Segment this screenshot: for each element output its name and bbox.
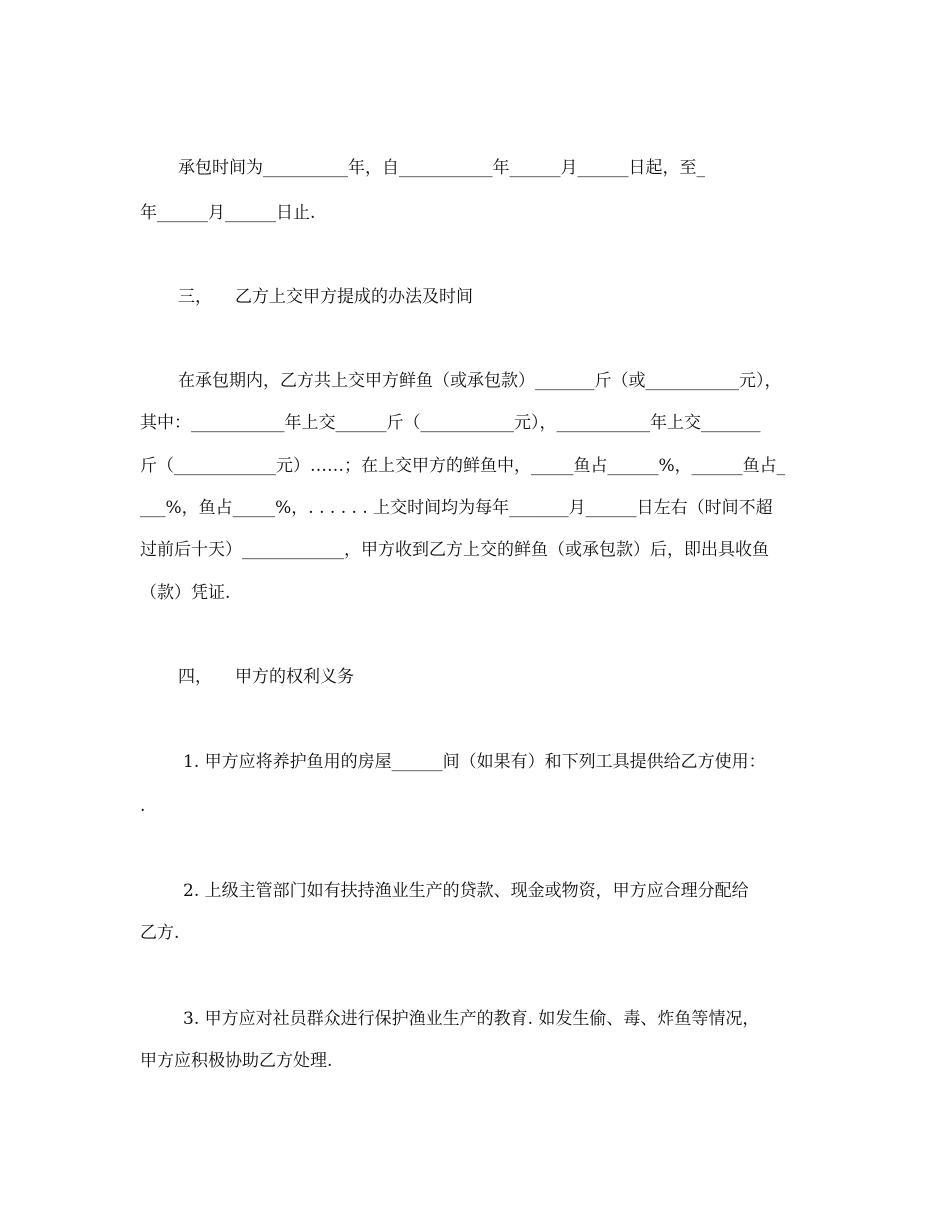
section-3-line-6: （款）凭证. <box>140 583 231 603</box>
section-4-item-3-line-2: 甲方应积极协助乙方处理. <box>140 1051 333 1071</box>
section-4-item-1-line-2: . <box>140 796 146 816</box>
section-4-item-2-line-1: 2. 上级主管部门如有扶持渔业生产的贷款、现金或物资，甲方应合理分配给 <box>183 881 749 901</box>
section-3-heading <box>0 286 950 308</box>
section-3-line-2: 其中：___________年上交______斤（___________元），___________年上交_______ <box>140 413 761 433</box>
section-4-number: 四， <box>178 667 212 687</box>
section-3-number: 三， <box>178 287 212 307</box>
section-4-title: 甲方的权利义务 <box>235 667 354 687</box>
section-4-heading <box>0 666 950 688</box>
section-3-line-3: 斤（____________元）……；在上交甲方的鲜鱼中，_____鱼占______%，______鱼占_ <box>140 456 786 476</box>
section-4-item-3-line-1: 3. 甲方应对社员群众进行保护渔业生产的教育. 如发生偷、毒、炸鱼等情况， <box>183 1009 760 1029</box>
section-4-item-2-line-2: 乙方. <box>140 923 180 943</box>
section-3-line-5: 过前后十天）____________，甲方收到乙方上交的鲜鱼（或承包款）后，即出具收鱼 <box>140 540 769 560</box>
contract-period-line-2: 年______月______日止. <box>140 203 316 223</box>
section-3-line-4: ___%，鱼占_____%，. . . . . . 上交时间均为每年_______月______日左右（时间不超 <box>140 498 773 518</box>
section-3-title: 乙方上交甲方提成的办法及时间 <box>235 287 473 307</box>
contract-period-line-1: 承包时间为__________年，自___________年______月______日起，至_ <box>178 158 705 178</box>
section-4-item-1-line-1: 1. 甲方应将养护鱼用的房屋______间（如果有）和下列工具提供给乙方使用： <box>183 752 766 772</box>
section-3-line-1: 在承包期内，乙方共上交甲方鲜鱼（或承包款）_______斤（或___________元）， <box>178 371 782 391</box>
